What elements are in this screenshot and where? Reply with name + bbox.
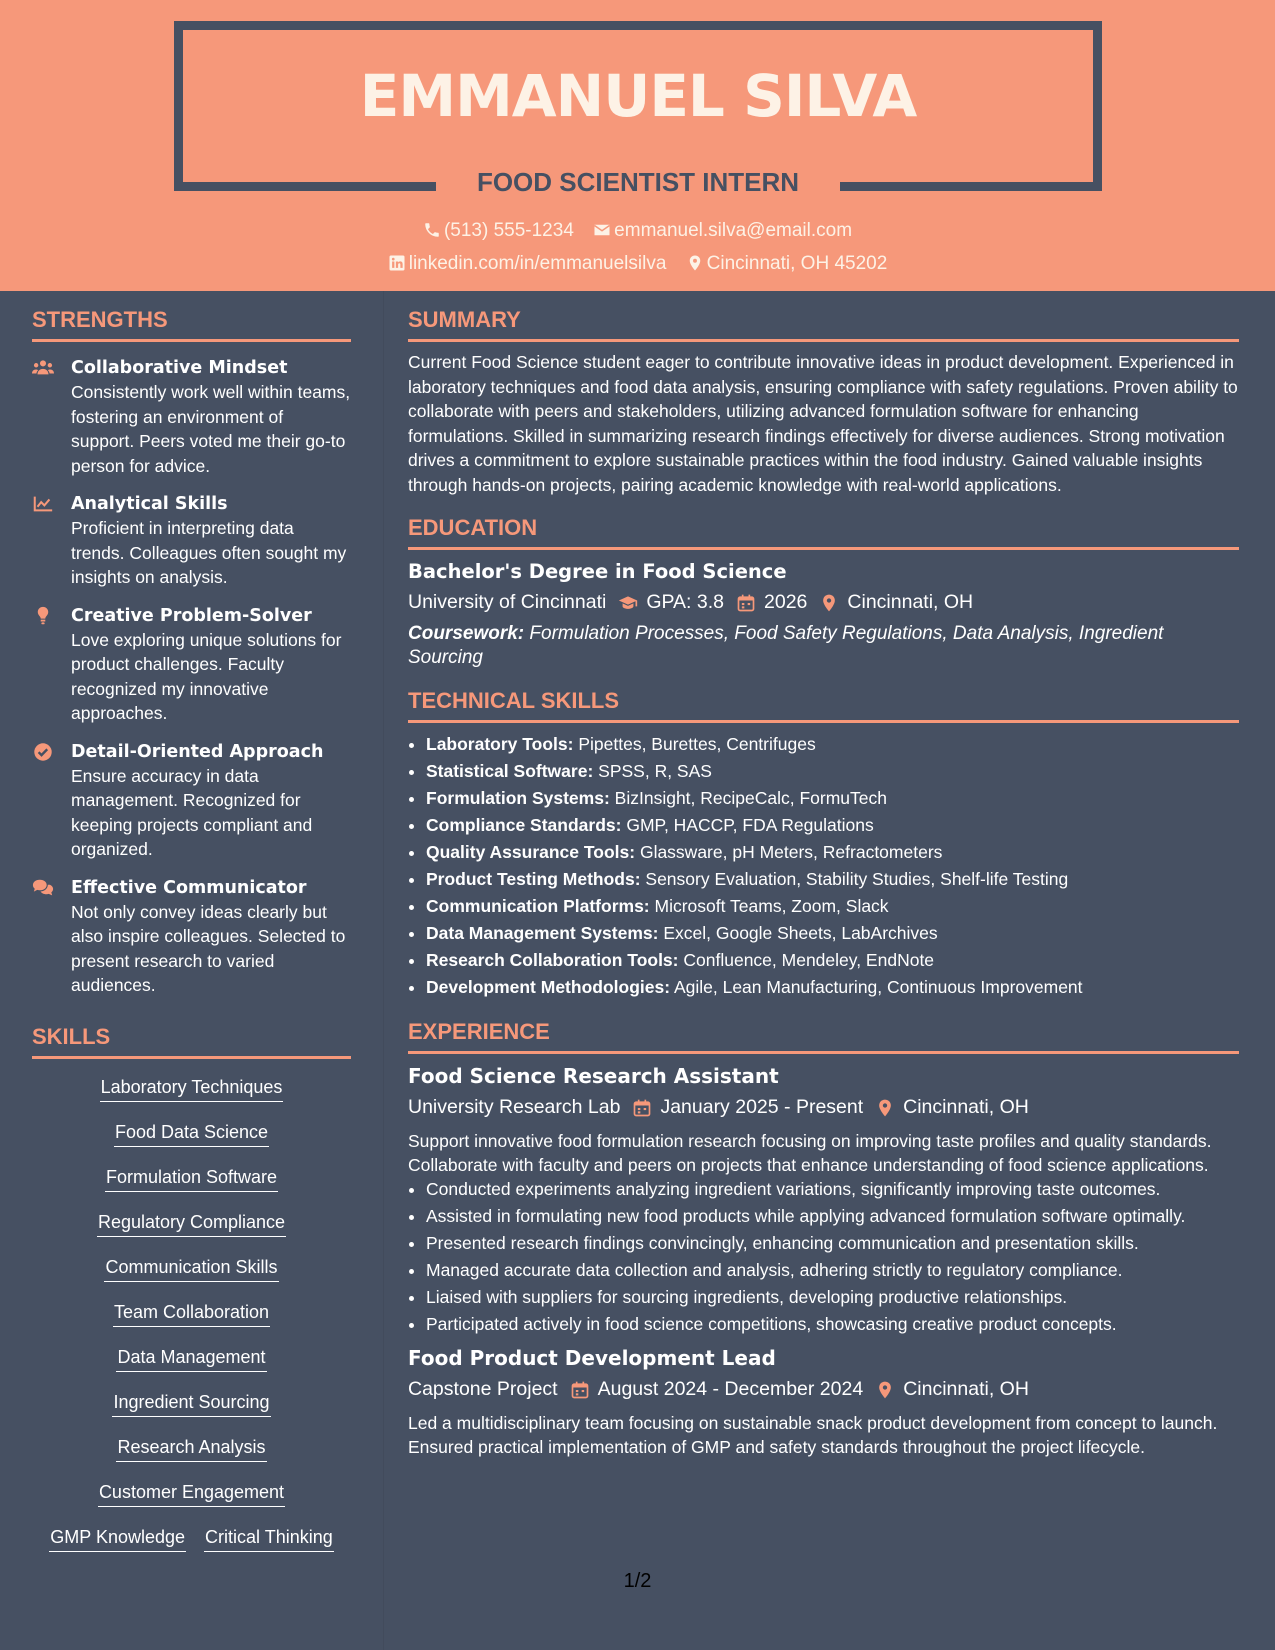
map-pin-icon	[819, 593, 839, 613]
candidate-name: EMMANUEL SILVA	[359, 62, 917, 130]
list-item: • Assisted in formulating new food products while applying advanced formulation software optimally.	[426, 1204, 1239, 1228]
job-dates: January 2025 - Present	[660, 1096, 864, 1118]
strength-item	[32, 356, 351, 478]
map-pin-icon	[875, 1098, 895, 1118]
strength-item	[32, 492, 351, 590]
job-meta	[408, 1096, 1239, 1119]
job-org: University Research Lab	[408, 1096, 621, 1118]
strength-title: Analytical Skills	[71, 494, 228, 514]
comments-icon	[32, 878, 56, 898]
contact-location	[686, 253, 888, 275]
strength-title: Effective Communicator	[71, 877, 307, 898]
list-item: • Quality Assurance Tools: Glassware, pH Meters, Refractometers	[426, 839, 1239, 866]
right-column	[408, 307, 1239, 1459]
skill-tag: Communication Skills	[104, 1257, 278, 1282]
strength-item	[32, 876, 351, 998]
list-item: • Product Testing Methods: Sensory Evaluation, Stability Studies, Shelf-life Testing	[426, 866, 1239, 893]
list-item: • Conducted experiments analyzing ingredient variations, significantly improving taste outcomes.	[426, 1177, 1239, 1201]
phone-text: (513) 555-1234	[443, 220, 574, 241]
skill-tag: Research Analysis	[116, 1437, 266, 1462]
linkedin-icon	[388, 254, 406, 272]
technical-skills-heading: TECHNICAL SKILLS	[408, 688, 1239, 723]
job-meta	[408, 1378, 1239, 1401]
skill-tag: Data Management	[116, 1347, 266, 1372]
gpa-text: GPA: 3.8	[646, 591, 725, 613]
job-org: Capstone Project	[408, 1378, 558, 1400]
strength-desc: Consistently work well within teams, fostering an environment of support. Peers voted me their go-to person for advice.	[71, 382, 351, 476]
page-number: 1/2	[623, 1570, 652, 1592]
skill-tag: Customer Engagement	[98, 1482, 285, 1507]
contact-linkedin[interactable]	[388, 253, 667, 275]
strengths-heading: STRENGTHS	[32, 307, 351, 342]
list-item: • Research Collaboration Tools: Confluence, Mendeley, EndNote	[426, 947, 1239, 974]
skills-heading: SKILLS	[32, 1024, 351, 1059]
strength-title: Detail-Oriented Approach	[71, 741, 324, 762]
contact-email[interactable]	[593, 220, 852, 242]
coursework	[408, 622, 1239, 670]
list-item: • Liaised with suppliers for sourcing ingredients, developing productive relationships.	[426, 1285, 1239, 1309]
strength-item	[32, 740, 351, 862]
map-pin-icon	[686, 254, 704, 272]
left-column	[32, 307, 351, 1562]
list-item: • Formulation Systems: BizInsight, RecipeCalc, FormuTech	[426, 785, 1239, 812]
coursework-list: Formulation Processes, Food Safety Regulations, Data Analysis, Ingredient Sourcing	[408, 623, 1164, 668]
skill-tag: Laboratory Techniques	[100, 1077, 284, 1102]
experience-heading: EXPERIENCE	[408, 1019, 1239, 1054]
map-pin-icon	[875, 1380, 895, 1400]
list-item: • Compliance Standards: GMP, HACCP, FDA Regulations	[426, 812, 1239, 839]
school-name: University of Cincinnati	[408, 591, 607, 613]
list-item: • Communication Platforms: Microsoft Teams, Zoom, Slack	[426, 893, 1239, 920]
skills-list	[32, 1067, 351, 1562]
strength-title: Creative Problem-Solver	[71, 605, 312, 626]
summary-heading: SUMMARY	[408, 307, 1239, 342]
job-bullets	[408, 1177, 1239, 1336]
skill-tag: Food Data Science	[114, 1122, 269, 1147]
email-text: emmanuel.silva@email.com	[614, 220, 853, 241]
list-item: • Laboratory Tools: Pipettes, Burettes, Centrifuges	[426, 731, 1239, 758]
list-item: • Managed accurate data collection and analysis, adhering strictly to regulatory compliance.	[426, 1258, 1239, 1282]
list-item: • Statistical Software: SPSS, R, SAS	[426, 758, 1239, 785]
phone-icon	[423, 221, 441, 239]
strength-desc: Ensure accuracy in data management. Recognized for keeping projects compliant and organized.	[71, 765, 313, 859]
lightbulb-icon	[32, 606, 56, 626]
linkedin-text: linkedin.com/in/emmanuelsilva	[408, 253, 667, 274]
strength-title: Collaborative Mindset	[71, 358, 288, 378]
graduation-cap-icon	[618, 593, 638, 613]
list-item: • Presented research findings convincingly, enhancing communication and presentation skills.	[426, 1231, 1239, 1255]
resume-header	[0, 0, 1275, 291]
job-location: Cincinnati, OH	[903, 1096, 1029, 1118]
calendar-icon	[570, 1380, 590, 1400]
list-item: • Development Methodologies: Agile, Lean Manufacturing, Continuous Improvement	[426, 974, 1239, 1001]
job-role-title: Food Product Development Lead	[408, 1346, 776, 1370]
skill-tag: Ingredient Sourcing	[112, 1392, 270, 1417]
graduation-year: 2026	[764, 591, 808, 613]
envelope-icon	[593, 221, 611, 239]
strength-desc: Not only convey ideas clearly but also inspire colleagues. Selected to present research to varied audiences.	[71, 901, 346, 995]
chart-line-icon	[32, 494, 56, 514]
job-dates: August 2024 - December 2024	[597, 1378, 864, 1400]
users-icon	[32, 358, 56, 378]
strength-item	[32, 604, 351, 726]
skill-tag: Formulation Software	[105, 1167, 278, 1192]
coursework-label: Coursework:	[408, 623, 525, 644]
calendar-icon	[632, 1098, 652, 1118]
job-description: Led a multidisciplinary team focusing on sustainable snack product development from concept to launch. Ensured practical implementation of GMP and safety standards throughout the project lifecycle.	[408, 1413, 1218, 1457]
check-circle-icon	[32, 742, 56, 762]
list-item: • Data Management Systems: Excel, Google Sheets, LabArchives	[426, 920, 1239, 947]
list-item: • Participated actively in food science competitions, showcasing creative product concepts.	[426, 1312, 1239, 1336]
job-location: Cincinnati, OH	[903, 1378, 1029, 1400]
skill-tag: GMP Knowledge	[49, 1527, 186, 1552]
contact-row-1	[0, 220, 1275, 242]
education-location: Cincinnati, OH	[847, 591, 974, 613]
calendar-icon	[736, 593, 756, 613]
job-title: FOOD SCIENTIST INTERN	[476, 167, 800, 197]
skill-tag: Regulatory Compliance	[97, 1212, 286, 1237]
strength-desc: Love exploring unique solutions for product challenges. Faculty recognized my innovative approaches.	[71, 629, 342, 723]
skill-tag: Team Collaboration	[113, 1302, 270, 1327]
strength-desc: Proficient in interpreting data trends. Colleagues often sought my insights on analysis.	[71, 518, 347, 587]
job-description: Support innovative food formulation research focusing on improving taste profiles and quality standards. Collaborate with faculty and peers on projects that enhance understanding of food science applications.	[408, 1131, 1212, 1175]
column-divider	[383, 291, 384, 1650]
education-heading: EDUCATION	[408, 515, 1239, 550]
contact-row-2	[0, 253, 1275, 275]
degree-title: Bachelor's Degree in Food Science	[408, 560, 787, 583]
location-text: Cincinnati, OH 45202	[706, 253, 888, 274]
education-meta	[408, 591, 1239, 614]
technical-skills-list	[408, 731, 1239, 1001]
skill-tag: Critical Thinking	[204, 1527, 334, 1552]
summary-text: Current Food Science student eager to contribute innovative ideas in product development. Experienced in laboratory techniques and food data analysis, ensuring compliance with safety regulations. Proven ability to collaborate with peers and stakeholders, utilizing advanced formulation software for enhancing formulations. Skilled in summarizing research findings effectively for diverse audiences. Strong motivation drives a commitment to explore sustainable practices within the food industry. Gained valuable insights through hands-on projects, pairing academic knowledge with real-world applications.	[408, 352, 1238, 495]
job-role-title: Food Science Research Assistant	[408, 1064, 779, 1088]
contact-phone[interactable]	[423, 220, 574, 242]
